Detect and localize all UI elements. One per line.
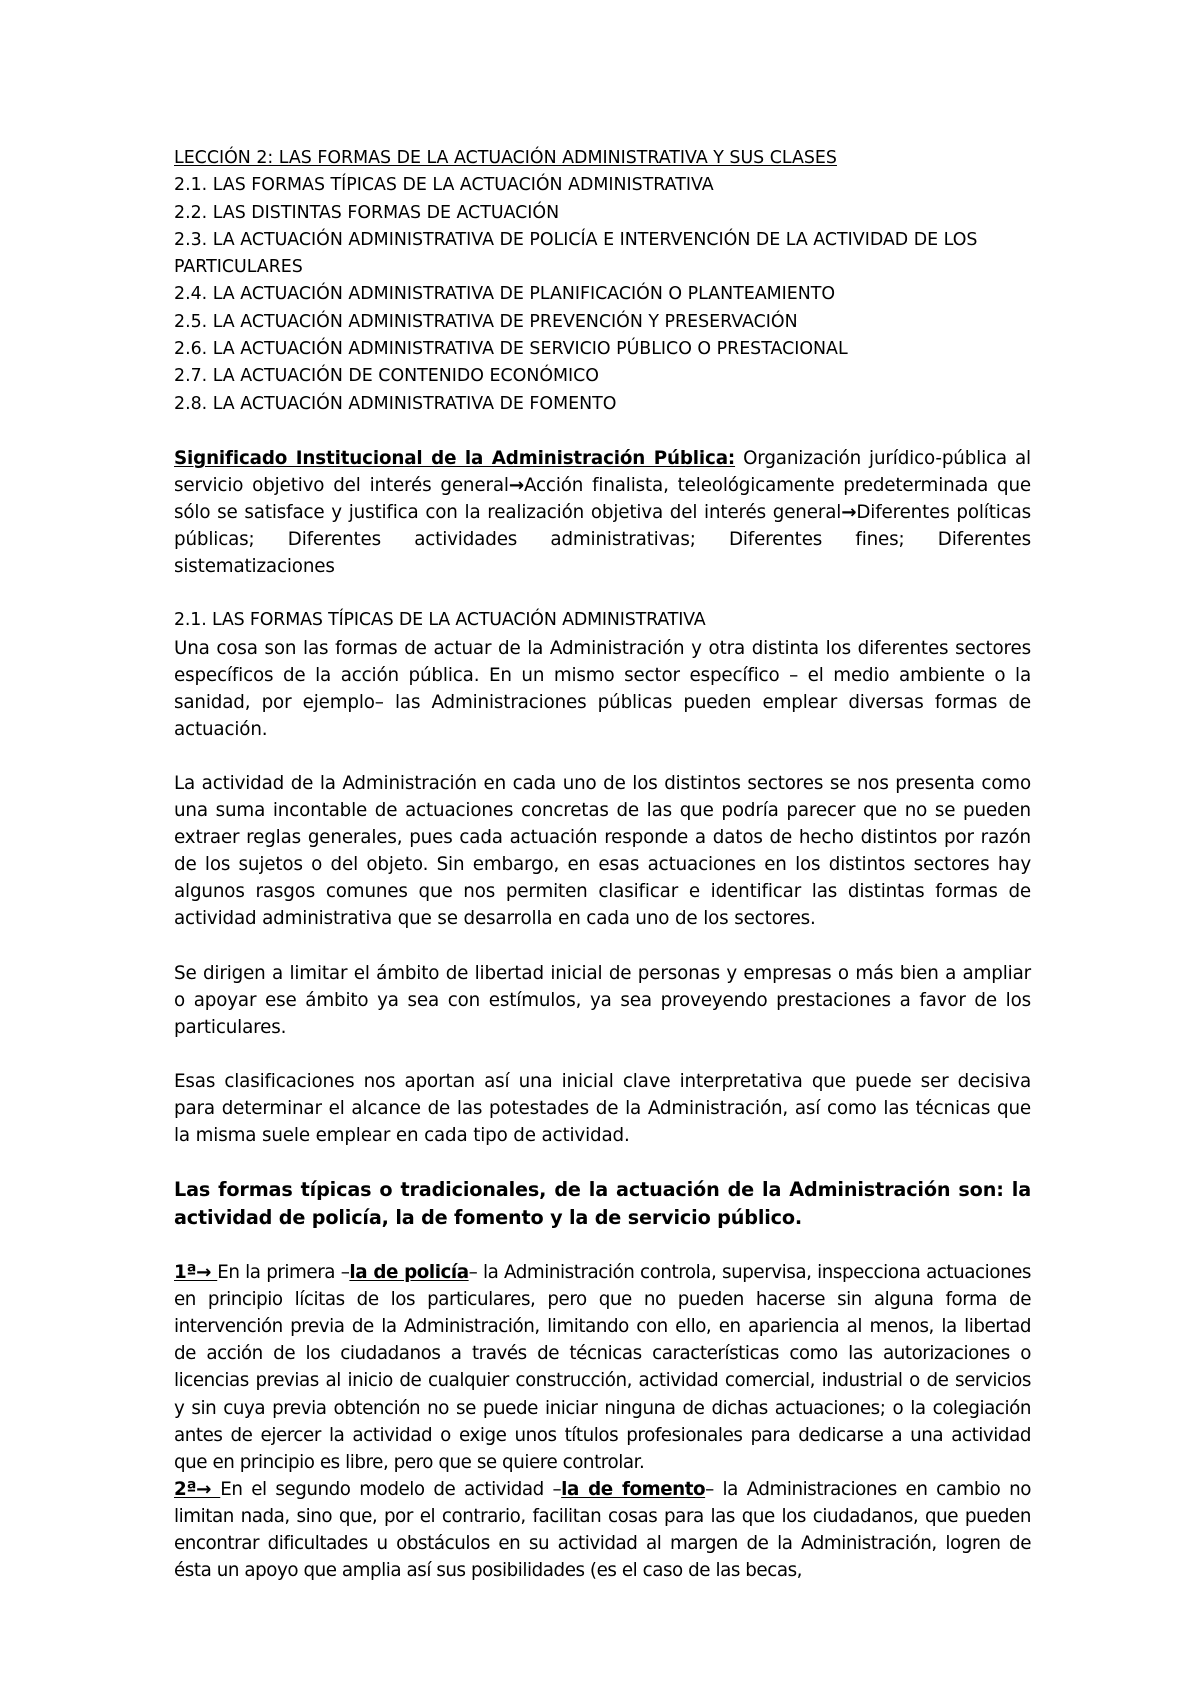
first-form-text: – la Administración controla, supervisa, inspecciona actuaciones en principio lícitas de los particulares, pero que no pueden hacerse sin alguna forma de intervención previa de la Administración, limitando con ello, en apariencia al menos, la libertad de acción de los ciudadanos a través de técnicas características como las autorizaciones o licencias previas al inicio de cualquier construcción, actividad comercial, industrial o de servicios y sin cuya previa obtención no se puede iniciar ninguna de dichas actuaciones; o la colegiación antes de ejercer la actividad o exige unos títulos profesionales para dedicarse a una actividad que en principio es libre, pero que se quiere controlar.	[174, 1262, 1031, 1473]
toc-item: 2.5. LA ACTUACIÓN ADMINISTRATIVA DE PREVENCIÓN Y PRESERVACIÓN	[174, 311, 798, 332]
toc-item: 2.6. LA ACTUACIÓN ADMINISTRATIVA DE SERVICIO PÚBLICO O PRESTACIONAL	[174, 339, 848, 360]
paragraph: La actividad de la Administración en cada uno de los distintos sectores se nos presenta como una suma incontable de actuaciones concretas de las que podría parecer que no se pueden extraer reglas generales, pues cada actuación responde a datos de hecho distintos por razón de los sujetos o del objeto. Sin embargo, en esas actuaciones en los distintos sectores hay algunos rasgos comunes que nos permiten clasificar e identificar las distintas formas de actividad administrativa que se desarrolla en cada uno de los sectores.	[174, 772, 1031, 930]
second-form-text: – la Administraciones en cambio no limitan nada, sino que, por el contrario, facilitan cosas para las que los ciudadanos, que pueden encontrar dificultades u obstáculos en su actividad al margen de la Administración, logren de ésta un apoyo que amplia así sus posibilidades (es el caso de las becas,	[174, 1478, 1031, 1582]
document-body	[174, 445, 1031, 1584]
paragraph: Una cosa son las formas de actuar de la Administración y otra distinta los diferentes sectores específicos de la acción pública. En un mismo sector específico – el medio ambiente o la sanidad, por ejemplo– las Administraciones públicas pueden emplear diversas formas de actuación.	[174, 637, 1031, 740]
fomento-term: la de fomento	[561, 1478, 706, 1500]
arrow-icon: →	[841, 502, 857, 524]
first-form-paragraph	[174, 1259, 1031, 1476]
policia-term: la de policía	[349, 1262, 469, 1284]
lesson-title: LECCIÓN 2: LAS FORMAS DE LA ACTUACIÓN ADMINISTRATIVA Y SUS CLASES	[174, 148, 837, 168]
second-form-paragraph	[174, 1476, 1031, 1584]
significado-label: Significado Institucional de la Administración Pública:	[174, 448, 736, 469]
toc-item: 2.7. LA ACTUACIÓN DE CONTENIDO ECONÓMICO	[174, 366, 599, 387]
significado-text: Diferentes políticas públicas; Diferentes actividades administrativas; Diferentes fines; Diferentes sistematizaciones	[174, 502, 1031, 578]
toc-item: 2.4. LA ACTUACIÓN ADMINISTRATIVA DE PLANIFICACIÓN O PLANTEAMIENTO	[174, 284, 836, 305]
first-form-intro: En la primera –	[217, 1262, 350, 1284]
second-form-marker: 2ª→	[174, 1478, 221, 1500]
first-form-marker: 1ª→	[174, 1262, 218, 1284]
arrow-icon: →	[508, 475, 524, 497]
paragraph: Esas clasificaciones nos aportan así una inicial clave interpretativa que puede ser decisiva para determinar el alcance de las potestades de la Administración, así como las técnicas que la misma suele emplear en cada tipo de actividad.	[174, 1070, 1031, 1146]
significado-text: Organización jurídico-pública al servicio objetivo del interés general	[174, 448, 1031, 497]
table-of-contents	[174, 145, 1031, 418]
second-form-intro: En el segundo modelo de actividad –	[220, 1478, 562, 1500]
significado-paragraph	[174, 445, 1031, 580]
toc-item: 2.3. LA ACTUACIÓN ADMINISTRATIVA DE POLICÍA E INTERVENCIÓN DE LA ACTIVIDAD DE LOS PARTICULARES	[174, 229, 978, 278]
toc-item: 2.1. LAS FORMAS TÍPICAS DE LA ACTUACIÓN ADMINISTRATIVA	[174, 175, 714, 196]
toc-item: 2.8. LA ACTUACIÓN ADMINISTRATIVA DE FOMENTO	[174, 393, 617, 414]
paragraph: Se dirigen a limitar el ámbito de libertad inicial de personas y empresas o más bien a ampliar o apoyar ese ámbito ya sea con estímulos, ya sea proveyendo prestaciones a favor de los particulares.	[174, 962, 1031, 1038]
toc-item: 2.2. LAS DISTINTAS FORMAS DE ACTUACIÓN	[174, 202, 560, 223]
section-heading: 2.1. LAS FORMAS TÍPICAS DE LA ACTUACIÓN ADMINISTRATIVA	[174, 610, 706, 631]
bold-heading: Las formas típicas o tradicionales, de la actuación de la Administración son: la actividad de policía, la de fomento y la de servicio público.	[174, 1178, 1031, 1230]
significado-text: Acción finalista, teleológicamente predeterminada que sólo se satisface y justifica con la realización objetiva del interés general	[174, 475, 1031, 524]
